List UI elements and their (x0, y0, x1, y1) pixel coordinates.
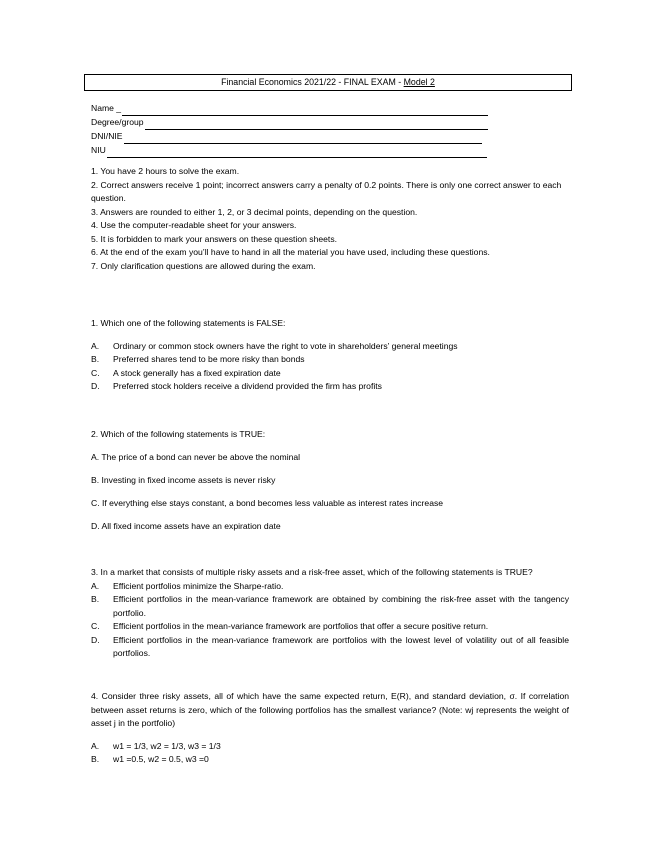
exam-title: Financial Economics 2021/22 - FINAL EXAM - (221, 77, 404, 87)
option-text: Efficient portfolios in the mean-variance framework are portfolios with the lowest level of volatility out of all feasible portfolios. (113, 634, 569, 658)
option-text: w1 = 1/3, w2 = 1/3, w3 = 1/3 (113, 740, 221, 751)
question-3-option-a (91, 580, 569, 594)
option-letter: A. (91, 340, 100, 351)
question-4-option-b (91, 753, 569, 767)
name-field[interactable] (91, 102, 488, 116)
option-letter: B. (91, 754, 100, 764)
option-letter: B. (91, 354, 100, 364)
question-1-option-a (91, 340, 569, 354)
exam-model: Model 2 (403, 77, 435, 87)
option-text: Preferred stock holders receive a dividend provided the firm has profits (113, 381, 382, 391)
question-2-option-a: A. The price of a bond can never be above the nominal (91, 451, 301, 462)
question-3-stem: 3. In a market that consists of multiple risky assets and a risk-free asset, which of the following statements is TRUE? (91, 567, 533, 577)
question-1-option-c (91, 367, 569, 381)
name-label: Name _ (91, 103, 122, 113)
question-1 (91, 317, 569, 394)
option-letter: D. (91, 634, 100, 645)
question-4-stem: 4. Consider three risky assets, all of which have the same expected return, E(R), and standard deviation, σ. If correlation between asset returns is zero, which of the following portfolios has the smallest variance? (Note: wj represents the weight of asset j in the portfolio) (91, 691, 569, 728)
question-1-option-d (91, 380, 569, 394)
rule-1: 1. You have 2 hours to solve the exam. (91, 166, 240, 176)
name-line (122, 106, 488, 116)
question-2-option-c: C. If everything else stays constant, a bond becomes less valuable as interest rates increase (91, 497, 444, 508)
option-text: A stock generally has a fixed expiration date (113, 367, 281, 378)
exam-rules (91, 165, 569, 273)
exam-header (84, 74, 572, 91)
question-4-option-a (91, 740, 569, 754)
question-3 (91, 566, 569, 661)
degree-group-line (145, 120, 488, 130)
rule-4: 4. Use the computer-readable sheet for your answers. (91, 220, 297, 230)
option-letter: C. (91, 367, 100, 378)
question-2-stem: 2. Which of the following statements is TRUE: (91, 429, 266, 439)
niu-line (107, 148, 487, 158)
dni-nie-field[interactable] (91, 130, 482, 144)
dni-nie-label: DNI/NIE (91, 131, 123, 141)
question-1-stem: 1. Which one of the following statements is FALSE: (91, 318, 286, 328)
question-3-option-d (91, 634, 569, 661)
option-letter: B. (91, 594, 100, 604)
rule-5: 5. It is forbidden to mark your answers on these question sheets. (91, 233, 338, 244)
option-letter: D. (91, 381, 100, 391)
option-text: w1 =0.5, w2 = 0.5, w3 =0 (113, 754, 209, 764)
question-1-option-b (91, 353, 569, 367)
rule-7: 7. Only clarification questions are allowed during the exam. (91, 260, 316, 271)
rule-3: 3. Answers are rounded to either 1, 2, or 3 decimal points, depending on the question. (91, 206, 418, 217)
question-2 (91, 428, 569, 543)
option-letter: C. (91, 621, 100, 631)
option-letter: A. (91, 580, 100, 591)
question-3-option-b (91, 593, 569, 620)
degree-group-label: Degree/group (91, 117, 144, 127)
option-text: Efficient portfolios minimize the Sharpe-ratio. (113, 580, 284, 591)
option-text: Preferred shares tend to be more risky than bonds (113, 354, 305, 364)
rule-2: 2. Correct answers receive 1 point; incorrect answers carry a penalty of 0.2 points. There is only one correct answer to each question. (91, 179, 562, 203)
question-2-option-b: B. Investing in fixed income assets is never risky (91, 474, 276, 485)
option-text: Efficient portfolios in the mean-variance framework are obtained by combining the risk-free asset with the tangency portfolio. (113, 594, 569, 618)
niu-field[interactable] (91, 144, 487, 158)
question-3-option-c (91, 620, 569, 634)
niu-label: NIU (91, 145, 106, 155)
option-text: Ordinary or common stock owners have the right to vote in shareholders’ general meetings (113, 340, 458, 351)
option-letter: A. (91, 740, 100, 751)
rule-6: 6. At the end of the exam you’ll have to hand in all the material you have used, including these questions. (91, 247, 490, 257)
question-4 (91, 690, 569, 767)
option-text: Efficient portfolios in the mean-variance framework are portfolios that offer a secure positive return. (113, 621, 489, 631)
degree-group-field[interactable] (91, 116, 488, 130)
dni-nie-line (124, 134, 482, 144)
question-2-option-d: D. All fixed income assets have an expiration date (91, 520, 281, 531)
